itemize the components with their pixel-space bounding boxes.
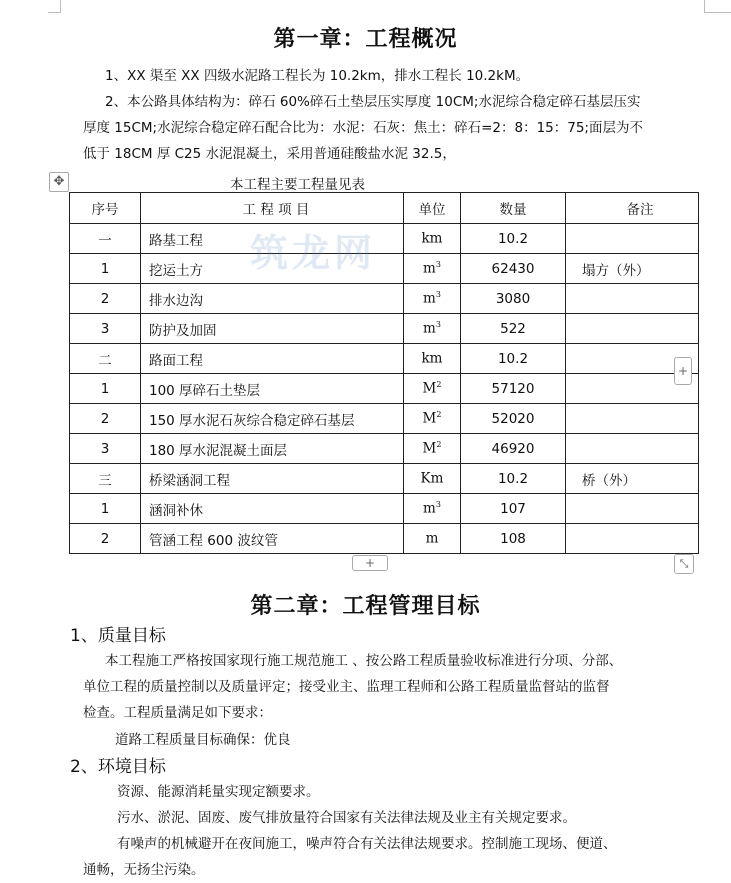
quantity-cell: 107 [461,494,566,524]
quality-target-line: 道路工程质量目标确保：优良 [115,732,291,748]
unit-cell [404,314,461,344]
note-cell [566,404,699,434]
unit-text: m [423,290,436,307]
note-cell: 桥（外） [566,464,699,494]
environment-para-line3: 有噪声的机械避开在夜间施工，噪声符合有关法律法规要求。控制施工现场、便道、 [117,836,617,852]
unit-cell [404,494,461,524]
chapter1-para1: 1、XX 渠至 XX 四级水泥路工程长为 10.2km，排水工程长 10.2kM。 [105,68,530,84]
item-name-cell: 排水边沟 [141,284,404,314]
unit-text: m [425,530,439,547]
table-row [70,404,699,434]
unit-exponent: 3 [435,500,441,510]
table-row [70,254,699,284]
note-cell [566,224,699,254]
chapter2-title: 第二章：工程管理目标 [250,593,481,619]
quantity-cell: 3080 [461,284,566,314]
add-column-button[interactable]: + [674,357,692,385]
quantity-cell: 108 [461,524,566,554]
unit-cell [404,344,461,374]
row-number-cell: 2 [70,524,141,554]
chapter1-para2-line1: 2、本公路具体结构为：碎石 60%碎石土垫层压实厚度 10CM;水泥综合稳定碎石基层压实 [105,94,641,110]
row-number-cell: 2 [70,404,141,434]
note-cell [566,524,699,554]
table-move-icon[interactable]: ✥ [49,172,69,192]
item-name-cell: 桥梁涵洞工程 [141,464,404,494]
quality-para-line2: 单位工程的质量控制以及质量评定；接受业主、监理工程师和公路工程质量监督站的监督 [83,679,610,695]
quality-para-line1: 本工程施工严格按国家现行施工规范施工 、按公路工程质量验收标准进行分项、分部、 [105,653,623,669]
table-row [70,224,699,254]
table-row [70,314,699,344]
unit-cell [404,254,461,284]
quality-para-line3: 检查。工程质量满足如下要求： [83,705,272,721]
item-name-cell: 路面工程 [141,344,404,374]
quantity-cell: 52020 [461,404,566,434]
unit-exponent: 3 [435,320,441,330]
row-number-cell: 二 [70,344,141,374]
unit-exponent: 3 [435,290,441,300]
unit-exponent: 2 [436,440,442,450]
row-number-cell: 3 [70,314,141,344]
row-number-cell: 1 [70,254,141,284]
item-name-cell: 路基工程 [141,224,404,254]
item-name-cell: 管涵工程 600 波纹管 [141,524,404,554]
note-cell [566,494,699,524]
unit-cell [404,284,461,314]
item-name-cell: 挖运土方 [141,254,404,284]
unit-exponent: 3 [435,260,441,270]
table-row [70,434,699,464]
table-row [70,344,699,374]
page-corner-mark [48,0,61,13]
unit-cell [404,464,461,494]
environment-para-line4: 通畅，无扬尘污染。 [83,862,205,878]
section-quality-title: 1、质量目标 [70,626,166,646]
table-row [70,284,699,314]
row-number-cell: 一 [70,224,141,254]
unit-exponent: 2 [436,410,442,420]
quantity-cell: 522 [461,314,566,344]
quantity-cell: 57120 [461,374,566,404]
note-cell: 塌方（外） [566,254,699,284]
quantity-cell: 10.2 [461,224,566,254]
unit-text: m [423,500,436,517]
header-cell: 备注 [566,193,699,224]
quantity-cell: 46920 [461,434,566,464]
item-name-cell: 防护及加固 [141,314,404,344]
unit-text: km [421,230,443,247]
quantity-cell: 62430 [461,254,566,284]
table-row [70,464,699,494]
header-cell: 工 程 项 目 [141,193,404,224]
unit-text: km [421,350,443,367]
item-name-cell: 涵洞补休 [141,494,404,524]
row-number-cell: 3 [70,434,141,464]
item-name-cell: 150 厚水泥石灰综合稳定碎石基层 [141,404,404,434]
environment-para-line1: 资源、能源消耗量实现定额要求。 [117,784,320,800]
note-cell [566,314,699,344]
environment-para-line2: 污水、淤泥、固废、废气排放量符合国家有关法律法规及业主有关规定要求。 [117,810,576,826]
unit-cell [404,524,461,554]
watermark-text: 筑龙网 [250,231,377,275]
row-number-cell: 2 [70,284,141,314]
unit-exponent: 2 [436,380,442,390]
unit-cell [404,374,461,404]
note-cell [566,434,699,464]
section-environment-title: 2、环境目标 [70,757,166,777]
table-row [70,524,699,554]
row-number-cell: 1 [70,494,141,524]
item-name-cell: 100 厚碎石土垫层 [141,374,404,404]
chapter1-para2-line3: 低于 18CM 厚 C25 水泥混凝土，采用普通硅酸盐水泥 32.5， [83,146,456,162]
table-row [70,494,699,524]
unit-text: m [423,260,436,277]
unit-cell [404,404,461,434]
table-row [70,374,699,404]
unit-text: M [422,440,437,457]
unit-text: m [423,320,436,337]
item-name-cell: 180 厚水泥混凝土面层 [141,434,404,464]
table-caption: 本工程主要工程量见表 [230,177,365,193]
header-cell: 序号 [70,193,141,224]
page-corner-mark [704,0,731,13]
row-number-cell: 1 [70,374,141,404]
quantity-cell: 10.2 [461,344,566,374]
unit-cell [404,434,461,464]
row-number-cell: 三 [70,464,141,494]
unit-text: Km [420,470,444,487]
unit-text: M [422,380,437,397]
quantities-table [69,192,699,554]
unit-cell [404,224,461,254]
quantity-cell: 10.2 [461,464,566,494]
table-header-row [70,193,699,224]
add-row-button[interactable]: + [352,555,388,571]
note-cell [566,284,699,314]
unit-text: M [422,410,437,427]
header-cell: 单位 [404,193,461,224]
header-cell: 数量 [461,193,566,224]
chapter1-title: 第一章：工程概况 [273,26,458,52]
table-resize-icon[interactable]: ⤡ [674,554,694,574]
chapter1-para2-line2: 厚度 15CM;水泥综合稳定碎石配合比为：水泥：石灰：焦土：碎石=2：8：15：75;面层为不 [83,120,643,136]
